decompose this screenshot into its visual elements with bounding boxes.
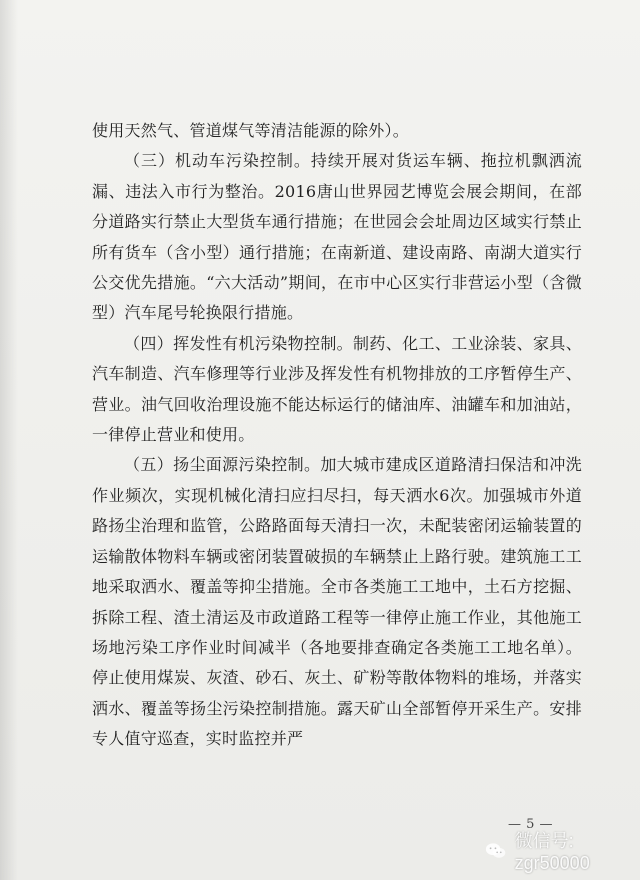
paragraph-1: 使用天然气、管道煤气等清洁能源的除外）。 bbox=[92, 121, 410, 140]
paragraph-4: （五）扬尘面源污染控制。加大城市建成区道路清扫保洁和冲洗作业频次，实现机械化清扫应扫尽扫，每天洒水6次。加强城市外道路扬尘治理和监管，公路路面每天清扫一次，未配装密闭运输装置的运输散体物料车辆或密闭装置破损的车辆禁止上路行驶。建筑施工工地采取洒水、覆盖等抑尘措施。全市各类施工工地中，土石方挖掘、拆除工程、渣土清运及市政道路工程等一律停止施工作业，其他施工场地污染工序作业时间减半（各地要排查确定各类施工工地名单）。停止使用煤炭、灰渣、砂石、灰土、矿粉等散体物料的堆场，并落实洒水、覆盖等扬尘污染控制措施。露天矿山全部暂停开采生产。安排专人值守巡查，实时监控并严 bbox=[92, 455, 582, 749]
scan-edge-shadow bbox=[0, 0, 18, 880]
wechat-icon bbox=[485, 841, 507, 861]
document-body bbox=[92, 116, 582, 755]
watermark-text: 微信号: zgr50000 bbox=[514, 831, 590, 873]
page-number: — 5 — bbox=[508, 817, 554, 832]
paragraph-2: （三）机动车污染控制。持续开展对货运车辆、拖拉机飘洒流漏、违法入市行为整治。2016唐山世界园艺博览会展会期间，在部分道路实行禁止大型货车通行措施；在世园会会址周边区域实行禁止所有货车（含小型）通行措施；在南新道、建设南路、南湖大道实行公交优先措施。“六大活动”期间，在市中心区实行非营运小型（含微型）汽车尾号轮换限行措施。 bbox=[92, 151, 582, 323]
paragraph-3: （四）挥发性有机污染物控制。制药、化工、工业涂装、家具、汽车制造、汽车修理等行业涉及挥发性有机物排放的工序暂停生产、营业。油气回收治理设施不能达标运行的储油库、油罐车和加油站，一律停止营业和使用。 bbox=[92, 333, 582, 445]
watermark bbox=[485, 827, 640, 874]
